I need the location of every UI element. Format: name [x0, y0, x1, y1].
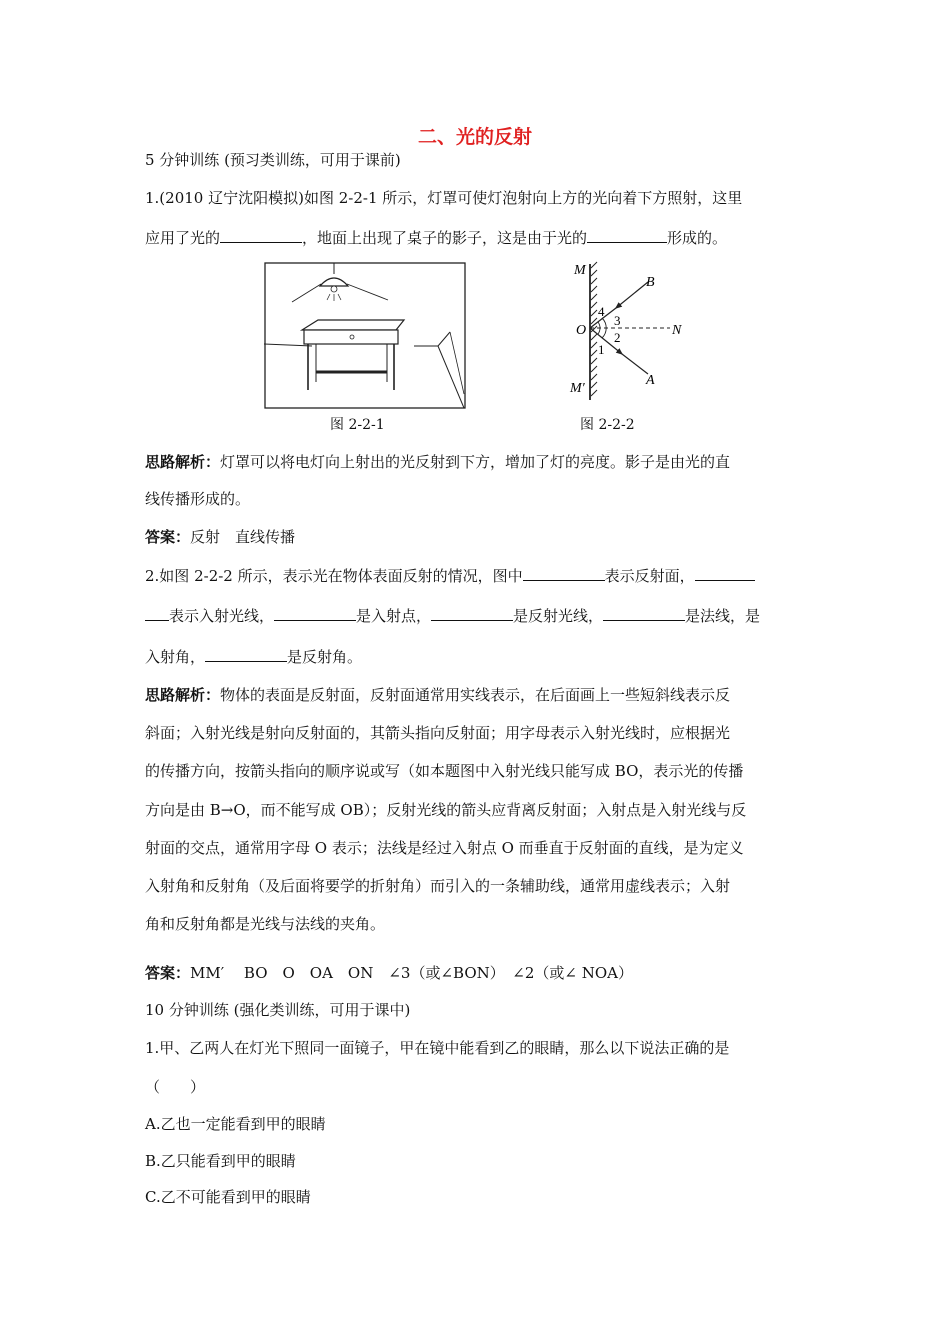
question-1-line-1: 1.(2010 辽宁沈阳模拟)如图 2-2-1 所示，灯罩可使灯泡射向上方的光向着下方照射，这里 [145, 189, 743, 207]
explanation-1-line-2: 线传播形成的。 [145, 490, 251, 508]
figure-lamp-table [264, 262, 466, 410]
question-2-line-2: 表示入射光线， 是入射点， 是反射光线， 是法线，是 [145, 606, 760, 626]
label-N: N [672, 323, 682, 338]
option-c: C.乙不可能看到甲的眼睛 [145, 1188, 311, 1206]
option-a: A.乙也一定能看到甲的眼睛 [145, 1115, 326, 1133]
angle-4-label: 4 [598, 304, 605, 319]
explanation-2-line-2: 斜面；入射光线是射向反射面的，其箭头指向反射面；用字母表示入射光线时，应根据光 [145, 724, 731, 742]
question-3-line-2: （ ） [145, 1078, 206, 1096]
page-title: 二、光的反射 [417, 126, 532, 148]
label-B: B [646, 275, 655, 290]
answer-blank [220, 228, 302, 243]
figure-reflection-diagram [560, 258, 700, 408]
explanation-2-line-6: 入射角和反射角（及后面将要学的折射角）而引入的一条辅助线，通常用虚线表示；入射 [145, 877, 731, 895]
option-b: B.乙只能看到甲的眼睛 [145, 1152, 296, 1170]
label-O: O [576, 323, 587, 338]
question-1-line-2: 应用了光的 ，地面上出现了桌子的影子，这是由于光的 形成的。 [145, 229, 728, 247]
figure-caption-2-2-2: 图 2-2-2 [580, 417, 635, 433]
explanation-2-line-5: 射面的交点，通常用字母 O 表示；法线是经过入射点 O 而垂直于反射面的直线，是为定义 [145, 839, 744, 857]
explanation-2-line-4: 方向是由 B→O，而不能写成 OB）；反射光线的箭头应背离反射面；入射点是入射光线与反 [145, 801, 747, 819]
question-2-line-3: 入射角， 是反射角。 [145, 648, 363, 666]
label-A: A [646, 373, 655, 388]
explanation-2-line-7: 角和反射角都是光线与法线的夹角。 [145, 915, 386, 933]
answer-blank [205, 647, 287, 662]
explanation-2-line-1: 思路解析：物体的表面是反射面，反射面通常用实线表示，在后面画上一些短斜线表示反 [145, 686, 731, 704]
incident-ray [616, 282, 648, 308]
explanation-2-line-3: 的传播方向，按箭头指向的顺序说或写（如本题图中入射光线只能写成 BO，表示光的传播 [145, 762, 744, 780]
answer-2: 答案：MM′ BO O OA ON ∠3（或∠BON） ∠2（或∠ NOA） [145, 964, 633, 982]
section-header-10min: 10 分钟训练 (强化类训练，可用于课中) [145, 1001, 411, 1019]
answer-blank [523, 566, 605, 581]
answer-blank [695, 566, 755, 581]
answer-blank [145, 606, 169, 621]
answer-blank [603, 606, 685, 621]
label-M: M [574, 263, 586, 278]
explanation-1-line-1: 思路解析：灯罩可以将电灯向上射出的光反射到下方，增加了灯的亮度。影子是由光的直 [145, 453, 731, 471]
question-2-line-1: 2.如图 2-2-2 所示，表示光在物体表面反射的情况，图中 表示反射面， [145, 566, 755, 586]
label-M-prime: M′ [570, 381, 585, 396]
answer-blank [274, 606, 356, 621]
answer-blank [587, 228, 667, 243]
angle-2-label: 2 [614, 330, 621, 345]
angle-3-label: 3 [614, 313, 621, 328]
angle-1-label: 1 [598, 342, 605, 357]
figure-caption-2-2-1: 图 2-2-1 [330, 417, 385, 433]
answer-blank [431, 606, 513, 621]
section-header-5min: 5 分钟训练 (预习类训练，可用于课前) [145, 151, 401, 169]
answer-1: 答案：反射 直线传播 [145, 528, 296, 546]
question-3-line-1: 1.甲、乙两人在灯光下照同一面镜子，甲在镜中能看到乙的眼睛，那么以下说法正确的是 [145, 1039, 730, 1057]
